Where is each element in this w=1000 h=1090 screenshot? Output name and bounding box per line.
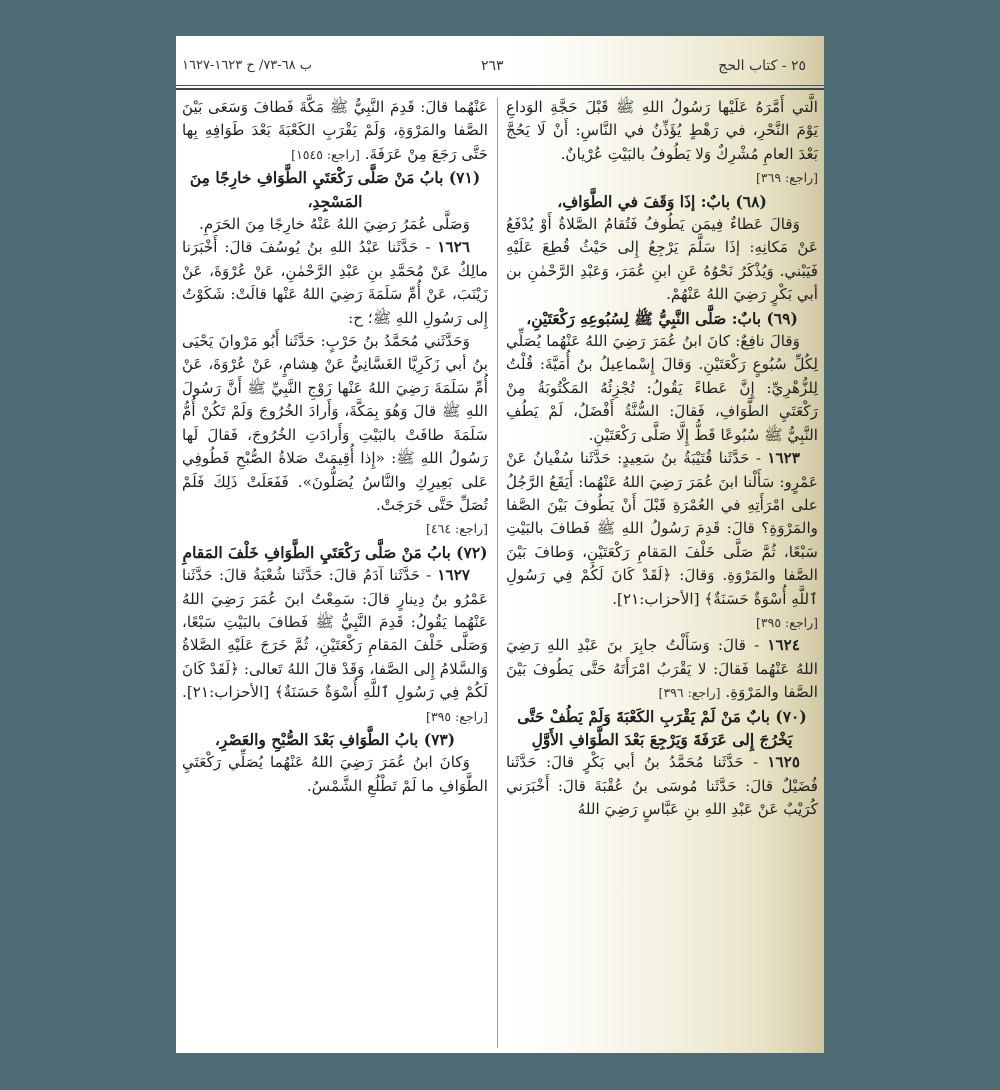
chapter-heading: (٧٠) بابٌ مَنْ لَمْ يَقْرَبِ الكَعْبَةَ وَلَمْ يَطُفْ حَتَّى يَخْرُجَ إِلى عَرَفَةَ وَيَرْجِعَ بَعْدَ الطَّوَافِ الأَوَّلِ	[517, 706, 807, 749]
hadith-paragraph	[506, 447, 818, 611]
hadith-text: - حَدَّثَنا عَبْدُ اللهِ بنُ يُوسُفَ قالَ: أَخْبَرَنا مالِكٌ عَنْ مُحَمَّدِ بنِ عَبْدِ الرَّحْمٰنِ، عَنْ عُرْوَةَ، عَنْ زَيْنَبَ، عَنْ أُمِّ سَلَمَةَ رَضِيَ اللهُ عَنْها قالَتْ: شَكَوْتُ إِلى رَسُولِ اللهِ ﷺ؛ ح:	[182, 238, 488, 327]
hadith-paragraph	[506, 634, 818, 704]
chapter-heading: (٦٨) بابٌ: إذَا وَقَفَ في الطَّوَافِ،	[557, 191, 767, 211]
cross-reference: [راجع: ٤٦٤]	[426, 521, 488, 537]
paragraph-text: وَكانَ ابنُ عُمَرَ رَضِيَ اللهُ عَنْهُما يُصَلِّي رَكْعَتَيِ الطَّوَافِ ما لَمْ تَطْلُعِ الشَّمْسُ.	[182, 753, 488, 795]
paragraph-text: الَّتي أَمَّرَهُ عَلَيْها رَسُولُ اللهِ ﷺ قَبْلَ حَجَّةِ الوَداعِ يَوْمَ النَّحْرِ، في رَهْطٍ يُؤَذِّنُ في النَّاسِ: أَنْ لَا يَحُجَّ بَعْدَ العامِ مُشْرِكٌ وَلا يَطُوفُ بالبَيْتِ عُرْيانٌ.	[506, 98, 818, 163]
hadith-number: ١٦٢٤	[767, 636, 800, 655]
text-paragraph	[182, 330, 488, 517]
hadith-number: ١٦٢٧	[437, 566, 471, 585]
section-range: ب ٦٨-٧٣/ ح ١٦٢٣-١٦٢٧	[182, 58, 313, 73]
paragraph-text: عَنْهُما قالَ: قَدِمَ النَّبِيُّ ﷺ مَكَّةَ فَطافَ وَسَعَى بَيْنَ الصَّفا والمَرْوَةِ، وَلَمْ يَقْرَبِ الكَعْبَةَ بَعْدَ طَوَافِهِ بِها حَتَّى رَجَعَ مِنْ عَرَفَةَ.	[182, 98, 488, 163]
left-column	[182, 96, 488, 798]
text-paragraph	[506, 96, 818, 166]
text-paragraph	[182, 96, 488, 166]
hadith-text: - قالَ: وَسَأَلْتُ جابِرَ بنَ عَبْدِ اللهِ رَضِيَ اللهُ عَنْهُما فَقالَ: لا يَقْرَبُ امْرَأَتَهُ حَتَّى يَطُوفَ بَيْنَ الصَّفا والمَرْوَةِ.	[506, 636, 818, 702]
book-page	[176, 36, 824, 1053]
hadith-number: ١٦٢٦	[437, 238, 471, 257]
hadith-number: ١٦٢٣	[767, 449, 800, 468]
paragraph-text: وَقالَ عَطاءٌ فِيمَن يَطُوفُ فَتُقامُ الصَّلاةُ أَوْ يُدْفَعُ عَنْ مَكانِهِ: إذَا سَلَّمَ يَرْجِعُ إِلى حَيْثُ قُطِعَ عَلَيْهِ فَيَبْني. وَيُذْكَرُ نَحْوُهُ عَنِ ابنِ عُمَرَ، وَعَبْدِ الرَّحْمٰنِ بن أبي بَكْرٍ رَضِيَ اللهُ عَنْهُمْ.	[506, 215, 818, 304]
hadith-paragraph	[182, 564, 488, 728]
column-divider	[497, 98, 498, 1048]
chapter-heading: (٦٩) بابٌ: صَلَّى النَّبِيُّ ﷺ لِسُبُوعِهِ رَكْعَتَيْنِ،	[526, 308, 798, 328]
chapter-heading: (٧٣) بابُ الطَّوَافِ بَعْدَ الصُّبْحِ والعَصْرِ،	[214, 729, 456, 749]
page-header	[176, 56, 824, 96]
hadith-number: ١٦٢٥	[767, 753, 801, 772]
cross-reference: [راجع: ١٥٤٥]	[291, 146, 360, 162]
cross-reference: [راجع: ٣٩٦]	[658, 685, 721, 701]
hadith-paragraph	[506, 751, 818, 821]
hadith-text: - حَدَّثَنا قُتَيْبَةُ بنُ سَعِيدٍ: حَدَّثَنا سُفْيانُ عَنْ عَمْرٍو: سَأَلْنا ابنَ عُمَرَ رَضِيَ اللهُ عَنْهُما: أَيَقَعُ الرَّجُلُ على امْرَأَتِهِ في العُمْرَةِ قَبْلَ أَنْ يَطُوفَ بَيْنَ الصَّفا والمَرْوَةِ؟ قالَ: قَدِمَ رَسُولُ اللهِ ﷺ فَطافَ بالبَيْتِ سَبْعًا، ثُمَّ صَلَّى خَلْفَ المَقامِ رَكْعَتَيْنِ، وَطافَ بَيْنَ الصَّفا والمَرْوَةِ. وَقالَ: ﴿لَقَدْ كَانَ لَكُمْ فِي رَسُولِ ٱللَّهِ أُسْوَةٌ حَسَنَةٌ﴾ [الأحزاب:٢١].	[506, 449, 818, 608]
paragraph-text: وَقالَ نافِعٌ: كانَ ابنُ عُمَرَ رَضِيَ اللهُ عَنْهُما يُصَلِّي لِكُلِّ سُبُوعٍ رَكْعَتَيْنِ. وَقالَ إِسْماعِيلُ بنُ أُمَيَّةَ: قُلْتُ لِلزُّهْرِيِّ: إِنَّ عَطاءً يَقُولُ: تُجْزِئُهُ المَكْتُوبَةُ مِنْ رَكْعَتَيِ الطَّوَافِ، فَقالَ: السُّنَّةُ أَفْضَلُ، لَمْ يَطُفِ النَّبِيُّ ﷺ سُبُوعًا قَطُّ إِلَّا صَلَّى رَكْعَتَيْنِ.	[506, 332, 818, 444]
header-rule-double	[176, 88, 824, 90]
text-paragraph	[506, 213, 818, 307]
text-paragraph	[506, 330, 818, 447]
right-column	[506, 96, 818, 822]
cross-reference: [راجع: ٣٩٥]	[756, 614, 818, 630]
hadith-paragraph	[182, 236, 488, 330]
text-paragraph	[182, 751, 488, 798]
paragraph-text: وَحَدَّثَني مُحَمَّدُ بنُ حَرْبٍ: حَدَّثَنا أَبُو مَرْوانَ يَحْيَى بنُ أبي زَكَرِيَّا الغَسَّانِيُّ عَنْ هِشامٍ، عَنْ عُرْوَةَ، عَنْ أُمِّ سَلَمَةَ رَضِيَ اللهُ عَنْها زَوْجِ النَّبِيِّ ﷺ أَنَّ رَسُولَ اللهِ ﷺ قالَ وَهُوَ بِمَكَّةَ، وَأَرادَ الخُرُوجَ وَلَمْ تَكُنْ أُمُّ سَلَمَةَ طافَتْ بالبَيْتِ وَأَرادَتِ الخُرُوجَ، فَقالَ لَها رَسُولُ اللهِ ﷺ: «إِذا أُقِيمَتْ صَلاةُ الصُّبْحِ فَطُوفِي عَلى بَعِيرِكِ والنَّاسُ يُصَلُّونَ». فَفَعَلَتْ ذَلِكَ فَلَمْ تُصَلِّ حَتَّى خَرَجَتْ.	[182, 332, 488, 514]
hadith-text: - حَدَّثَنا مُحَمَّدُ بنُ أبي بَكْرٍ قالَ: حَدَّثَنا فُضَيْلٌ قالَ: حَدَّثَنا مُوسَى بنُ عُقْبَةَ قالَ: أَخْبَرَني كُرَيْبٌ عَنْ عَبْدِ اللهِ بنِ عَبَّاسٍ رَضِيَ اللهُ	[506, 753, 818, 819]
hadith-text: - حَدَّثَنا آدَمُ قالَ: حَدَّثَنا شُعْبَةُ قالَ: حَدَّثَنا عَمْرُو بنُ دِينارٍ قالَ: سَمِعْتُ ابنَ عُمَرَ رَضِيَ اللهُ عَنْهُما يَقُولُ: قَدِمَ النَّبِيُّ ﷺ فَطافَ بالبَيْتِ سَبْعًا، وَصَلَّى خَلْفَ المَقامِ رَكْعَتَيْنِ، ثُمَّ خَرَجَ عَلَيْهِ الصَّلاةُ وَالسَّلامُ إِلى الصَّفا، وَقَدْ قالَ اللهُ تَعالى: ﴿لَقَدْ كَانَ لَكُمْ فِي رَسُولِ ٱللَّهِ أُسْوَةٌ حَسَنَةٌ﴾ [الأحزاب:٢١].	[182, 566, 488, 702]
page-number: ٢٦٣	[481, 58, 504, 74]
header-rule	[176, 85, 824, 86]
cross-reference: [راجع: ٣٦٩]	[756, 170, 818, 186]
paragraph-text: وَصَلَّى عُمَرُ رَضِيَ اللهُ عَنْهُ خارِجًا مِنَ الحَرَمِ.	[199, 215, 470, 234]
chapter-heading: (٧١) بابُ مَنْ صَلَّى رَكْعَتَيِ الطَّوَافِ خارِجًا مِنَ المَسْجِدِ،	[189, 168, 481, 211]
chapter-title: ٢٥ - كتاب الحج	[718, 58, 806, 74]
chapter-heading: (٧٢) بابُ مَنْ صَلَّى رَكْعَتَيِ الطَّوَافِ خَلْفَ المَقامِ	[182, 542, 488, 562]
text-paragraph	[182, 213, 488, 236]
cross-reference: [راجع: ٣٩٥]	[426, 708, 488, 724]
